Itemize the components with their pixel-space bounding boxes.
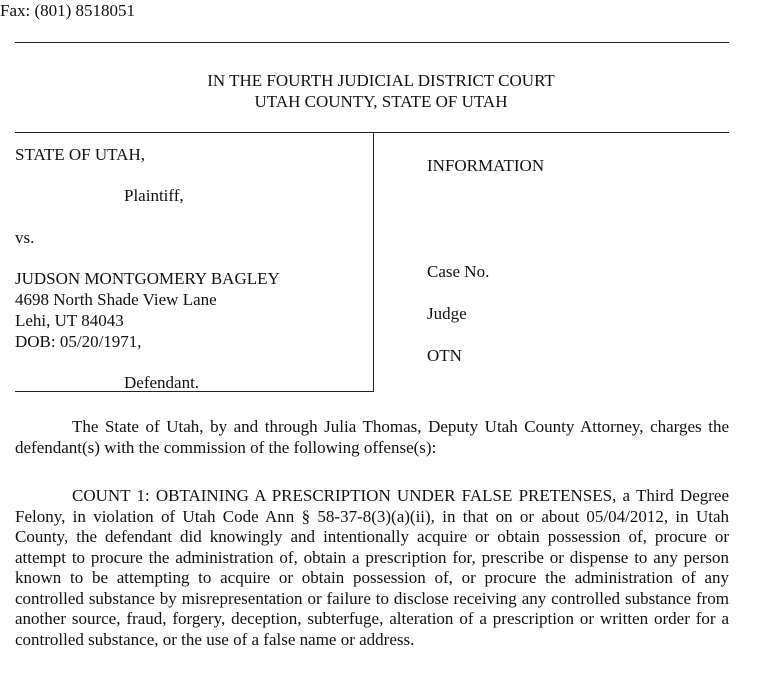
caption-top-border [15, 132, 729, 133]
defendant-address-line1: 4698 North Shade View Lane [15, 290, 217, 309]
defendant-name: JUDSON MONTGOMERY BAGLEY [15, 269, 280, 288]
case-number-label: Case No. [427, 262, 490, 281]
charging-intro: The State of Utah, by and through Julia Thomas, Deputy Utah County Attorney, charges the defendant(s) with the commission of the following offense(s): [15, 417, 729, 457]
fax-number: Fax: (801) 8518051 [0, 1, 136, 20]
plaintiff-role: Plaintiff, [124, 186, 184, 205]
plaintiff-name: STATE OF UTAH, [15, 145, 145, 164]
otn-label: OTN [427, 346, 462, 365]
defendant-dob: DOB: 05/20/1971, [15, 332, 142, 351]
document-title: INFORMATION [427, 156, 545, 175]
versus: vs. [15, 228, 35, 247]
defendant-address-line2: Lehi, UT 84043 [15, 311, 124, 330]
defendant-role: Defendant. [124, 373, 200, 392]
judge-label: Judge [427, 304, 467, 323]
count-1-text: COUNT 1: OBTAINING A PRESCRIPTION UNDER FALSE PRETENSES, a Third Degree Felony, in violation of Utah Code Ann § 58-37-8(3)(a)(ii), in that on or about 05/04/2012, in Utah County, the defendant did knowingly and intentionally acquire or obtain possession of, procure or attempt to procure the administration of, obtain a prescription for, prescribe or dispense to any person known to be attempting to acquire or obtain possession of, or procure the administration of any controlled substance by misrepresentation or failure to disclose receiving any controlled substance from another source, fraud, forgery, deception, subterfuge, alteration of a prescription or written order for a controlled substance, or the use of a false name or address. [15, 486, 729, 649]
court-name: IN THE FOURTH JUDICIAL DISTRICT COURT [207, 71, 555, 90]
caption-center-divider [373, 132, 374, 392]
header-divider [15, 42, 729, 43]
court-county: UTAH COUNTY, STATE OF UTAH [254, 92, 508, 111]
